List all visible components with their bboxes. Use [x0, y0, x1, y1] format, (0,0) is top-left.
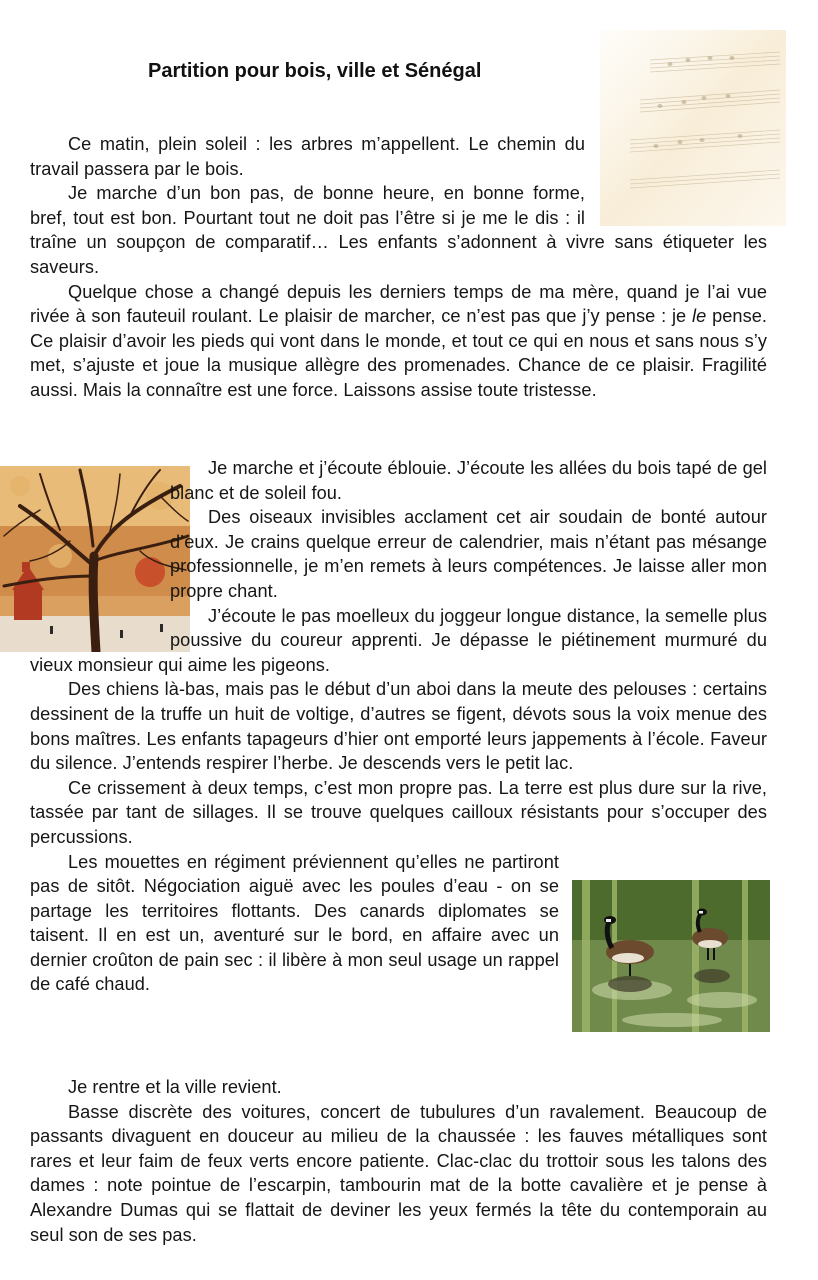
paragraph: Ce crissement à deux temps, c’est mon propre pas. La terre est plus dure sur la rive, tassée par tant de sillages. Il se trouve quelques cailloux résistants pour s’occuper des percussions. [30, 777, 767, 847]
paragraph: Je marche et j’écoute éblouie. J’écoute les allées du bois tapé de gel blanc et de soleil fou. [170, 458, 767, 503]
paragraph: Des chiens là-bas, mais pas le début d’un aboi dans la meute des pelouses : certains dessinent de la truffe un huit de voltige, d’autres se figent, dévots sous la voix menue des bons maîtres. Les enfants tapageurs d’hier ont emporté leurs jappements à l’école. Faveur du silence. J’entends respirer l’herbe. Je descends vers le petit lac. [30, 679, 767, 774]
paragraph: Des oiseaux invisibles acclament cet air soudain de bonté autour d’eux. Je crains quelque erreur de calendrier, mais n’étant pas mésange professionnelle, je m’en remets à leurs compétences. Je laisse aller mon propre chant. [170, 507, 767, 601]
section-2-text [30, 456, 767, 998]
paragraph: Basse discrète des voitures, concert de tubulures d’un ravalement. Beaucoup de passants divaguent en douceur au milieu de la chaussée : les fauves métalliques sont rares et leur faim de feux verts encore patiente. Clac-clac du trottoir sous les talons des dames : note pointue de l’escarpin, tambourin mat de la botte cavalière et je pense à Alexandre Dumas qui se flattait de deviner les yeux fermés la tête du contemporain au seul son de ses pas. [30, 1101, 767, 1245]
section-1-text [30, 132, 767, 403]
page-title: Partition pour bois, ville et Sénégal [148, 60, 482, 82]
paragraph: Quelque chose a changé depuis les derniers temps de ma mère, quand je l’ai vue rivée à son fauteuil roulant. Le plaisir de marcher, ce n’est pas que j’y pense : je le pense. Ce plaisir d’avoir les pieds qui vont dans le monde, et tout ce qui en nous et sans nous s’y met, s’ajuste et joue la musique allègre des promenades. Chance de ce plaisir. Fragilité aussi. Mais la connaître est une force. Laissons assise toute tristesse. [30, 281, 767, 400]
paragraph: Les mouettes en régiment préviennent qu’elles ne partiront pas de sitôt. Négociation aiguë avec les poules d’eau - on se partage les territoires flottants. Des canards diplomates se taisent. Il en est un, aventuré sur le bord, en affaire avec un dernier croûton de pain sec : il libère à mon seul usage un rappel de café chaud. [30, 851, 559, 995]
paragraph: Ce matin, plein soleil : les arbres m’appellent. Le chemin du travail passera par le bois. [30, 134, 585, 179]
paragraph: Je marche d’un bon pas, de bonne heure, en bonne forme, bref, tout est bon. Pourtant tout ne doit pas l’être si je me le dis : il traîne un soupçon de comparatif… Les enfants s’adonnent à vivre sans étiqueter les saveurs. [30, 183, 767, 277]
paragraph: Je rentre et la ville revient. [68, 1077, 282, 1097]
section-3-text [30, 1075, 767, 1247]
paragraph: J’écoute le pas moelleux du joggeur longue distance, la semelle plus poussive du coureur apprenti. Je dépasse le piétinement murmuré du vieux monsieur qui aime les pigeons. [30, 605, 767, 675]
